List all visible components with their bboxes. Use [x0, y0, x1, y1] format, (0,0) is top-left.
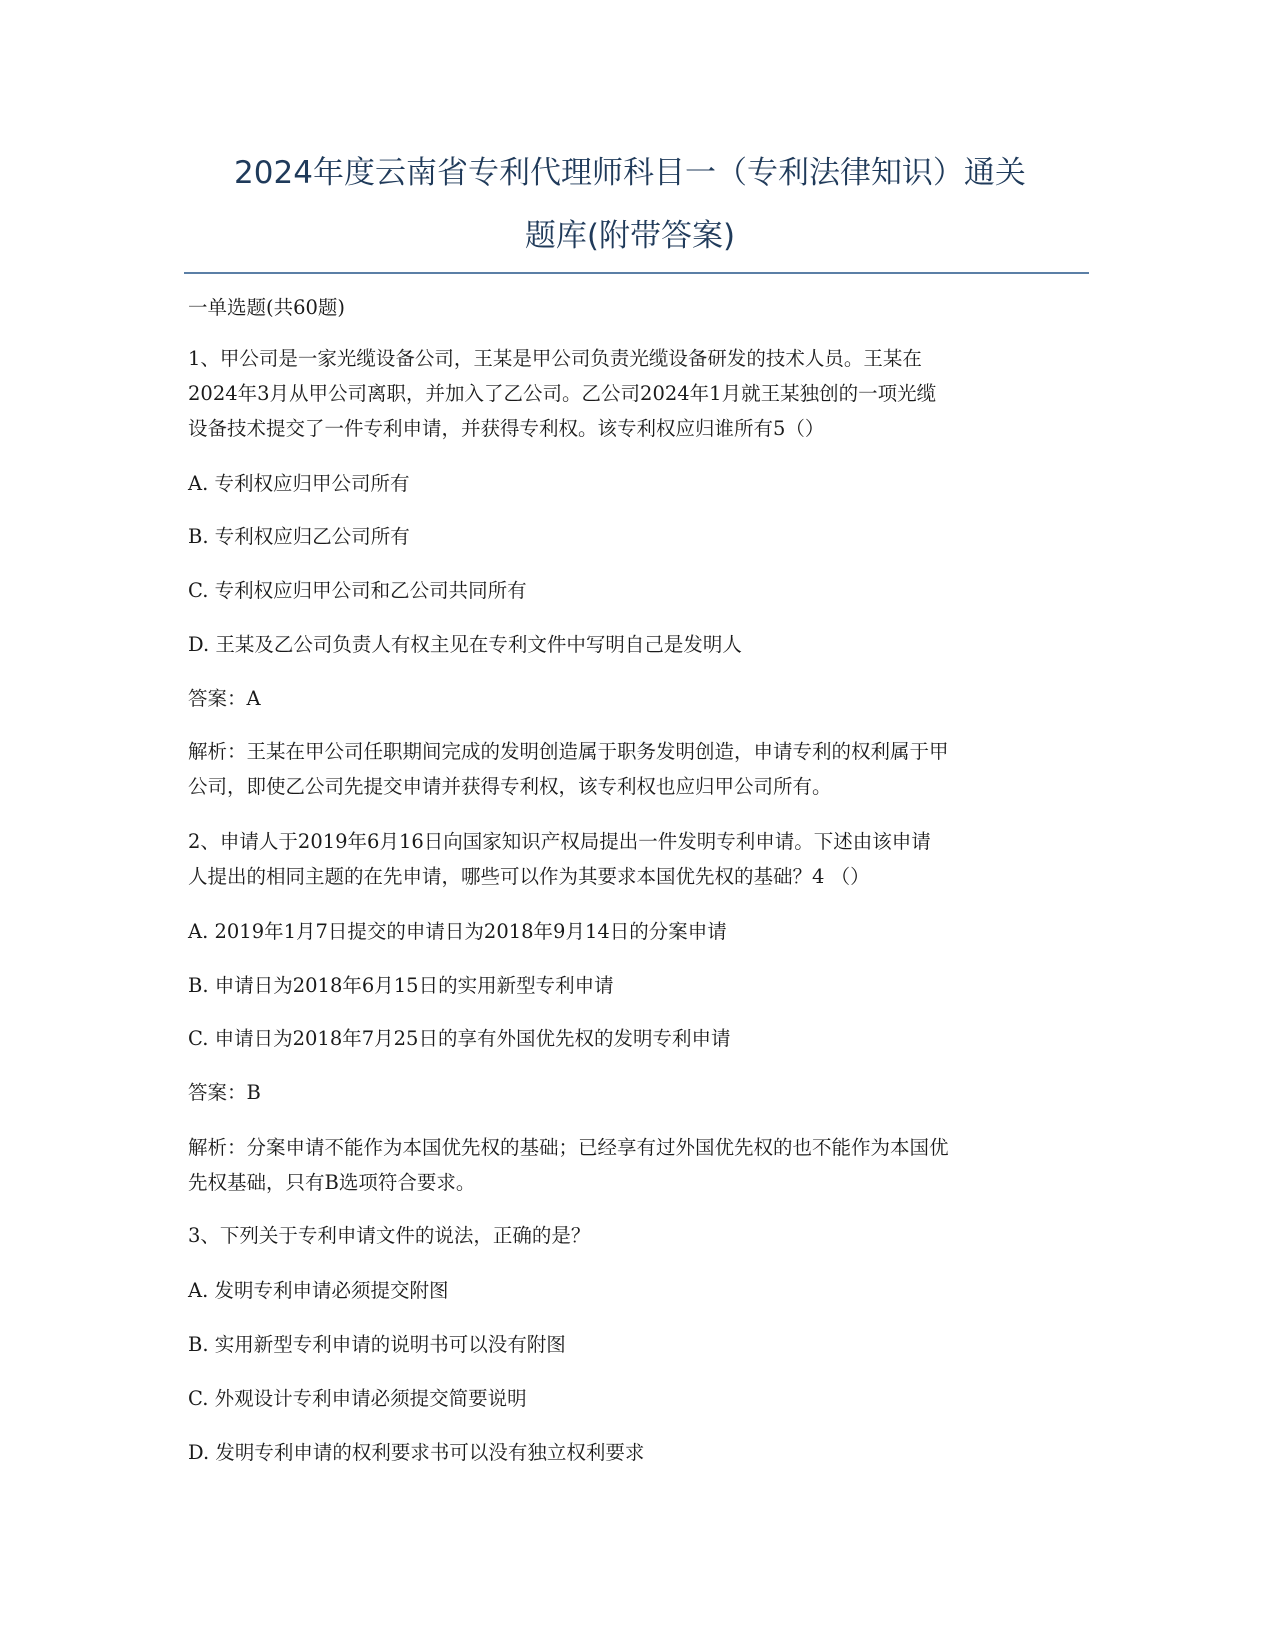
- question-1-option-a: A. 专利权应归甲公司所有: [188, 472, 410, 495]
- question-2-option-c: C. 申请日为2018年7月25日的享有外国优先权的发明专利申请: [188, 1027, 731, 1050]
- question-2-option-b: B. 申请日为2018年6月15日的实用新型专利申请: [188, 974, 614, 997]
- question-1-analysis-line-2: 公司，即使乙公司先提交申请并获得专利权，该专利权也应归甲公司所有。: [188, 775, 832, 798]
- question-2-answer: 答案：B: [188, 1081, 261, 1104]
- question-1-stem-line-2: 2024年3月从甲公司离职，并加入了乙公司。乙公司2024年1月就王某独创的一项光缆: [188, 382, 937, 405]
- question-2-analysis-line-2: 先权基础，只有B选项符合要求。: [188, 1171, 476, 1194]
- section-heading: 一单选题(共60题): [188, 296, 346, 319]
- title-divider: [184, 272, 1089, 274]
- document-title-line-2: 题库(附带答案): [524, 218, 736, 254]
- question-3-stem-line-1: 3、下列关于专利申请文件的说法，正确的是？: [188, 1224, 591, 1247]
- question-1-analysis-line-1: 解析：王某在甲公司任职期间完成的发明创造属于职务发明创造，申请专利的权利属于甲: [188, 740, 949, 763]
- question-1-answer: 答案：A: [188, 687, 261, 710]
- question-1-option-c: C. 专利权应归甲公司和乙公司共同所有: [188, 579, 527, 602]
- question-1-stem-line-1: 1、甲公司是一家光缆设备公司，王某是甲公司负责光缆设备研发的技术人员。王某在: [188, 347, 922, 370]
- question-2-analysis-line-1: 解析：分案申请不能作为本国优先权的基础；已经享有过外国优先权的也不能作为本国优: [188, 1136, 949, 1159]
- question-3-option-b: B. 实用新型专利申请的说明书可以没有附图: [188, 1333, 566, 1356]
- question-2-stem-line-2: 人提出的相同主题的在先申请，哪些可以作为其要求本国优先权的基础？4 （）: [188, 865, 870, 888]
- question-2-option-a: A. 2019年1月7日提交的申请日为2018年9月14日的分案申请: [188, 920, 727, 943]
- question-3-option-a: A. 发明专利申请必须提交附图: [188, 1279, 449, 1302]
- question-1-stem-line-3: 设备技术提交了一件专利申请，并获得专利权。该专利权应归谁所有5（）: [188, 417, 825, 440]
- question-2-stem-line-1: 2、申请人于2019年6月16日向国家知识产权局提出一件发明专利申请。下述由该申请: [188, 830, 931, 853]
- question-1-option-b: B. 专利权应归乙公司所有: [188, 525, 410, 548]
- question-3-option-d: D. 发明专利申请的权利要求书可以没有独立权利要求: [188, 1441, 645, 1464]
- question-1-option-d: D. 王某及乙公司负责人有权主见在专利文件中写明自己是发明人: [188, 633, 742, 656]
- question-3-option-c: C. 外观设计专利申请必须提交简要说明: [188, 1387, 527, 1410]
- document-title-line-1: 2024年度云南省专利代理师科目一（专利法律知识）通关: [234, 155, 1026, 191]
